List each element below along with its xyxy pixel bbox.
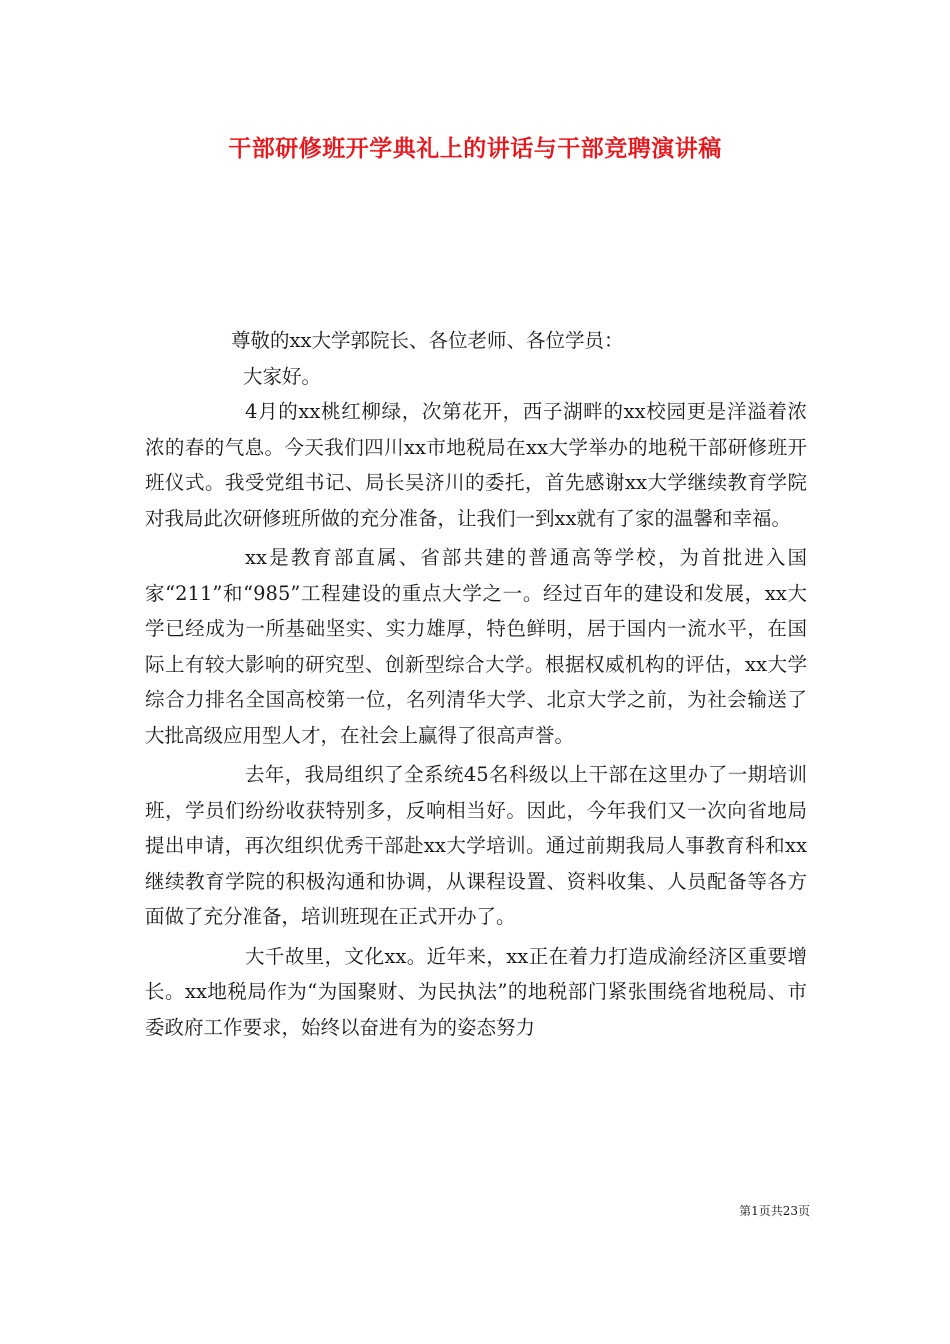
- page-number: 第1页共23页: [739, 1204, 810, 1218]
- greeting: 大家好。: [243, 364, 322, 388]
- document-body: [145, 323, 807, 1045]
- salutation: 尊敬的xx大学郭院长、各位老师、各位学员：: [231, 329, 624, 352]
- paragraph: xx是教育部直属、省部共建的普通高等学校，为首批进入国家“211”和“985”工程建设的重点大学之一。经过百年的建设和发展，xx大学已经成为一所基础坚实、实力雄厚，特色鲜明，居于国内一流水平，在国际上有较大影响的研究型、创新型综合大学。根据权威机构的评估，xx大学综合力排名全国高校第一位，名列清华大学、北京大学之前，为社会输送了大批高级应用型人才，在社会上赢得了很高声誉。: [145, 546, 807, 747]
- paragraph: 去年，我局组织了全系统45名科级以上干部在这里办了一期培训班，学员们纷纷收获特别多，反响相当好。因此，今年我们又一次向省地局提出申请，再次组织优秀干部赴xx大学培训。通过前期我局人事教育科和xx继续教育学院的积极沟通和协调，从课程设置、资料收集、人员配备等各方面做了充分准备，培训班现在正式开办了。: [145, 763, 807, 928]
- paragraph: 4月的xx桃红柳绿，次第花开，西子湖畔的xx校园更是洋溢着浓浓的春的气息。今天我们四川xx市地税局在xx大学举办的地税干部研修班开班仪式。我受党组书记、局长吴济川的委托，首先感谢xx大学继续教育学院对我局此次研修班所做的充分准备，让我们一到xx就有了家的温馨和幸福。: [145, 400, 807, 530]
- paragraph: 大千故里，文化xx。近年来，xx正在着力打造成渝经济区重要增长。xx地税局作为“为国聚财、为民执法”的地税部门紧张围绕省地税局、市委政府工作要求，始终以奋进有为的姿态努力: [145, 944, 807, 1039]
- document-title: 干部研修班开学典礼上的讲话与干部竞聘演讲稿: [228, 135, 722, 162]
